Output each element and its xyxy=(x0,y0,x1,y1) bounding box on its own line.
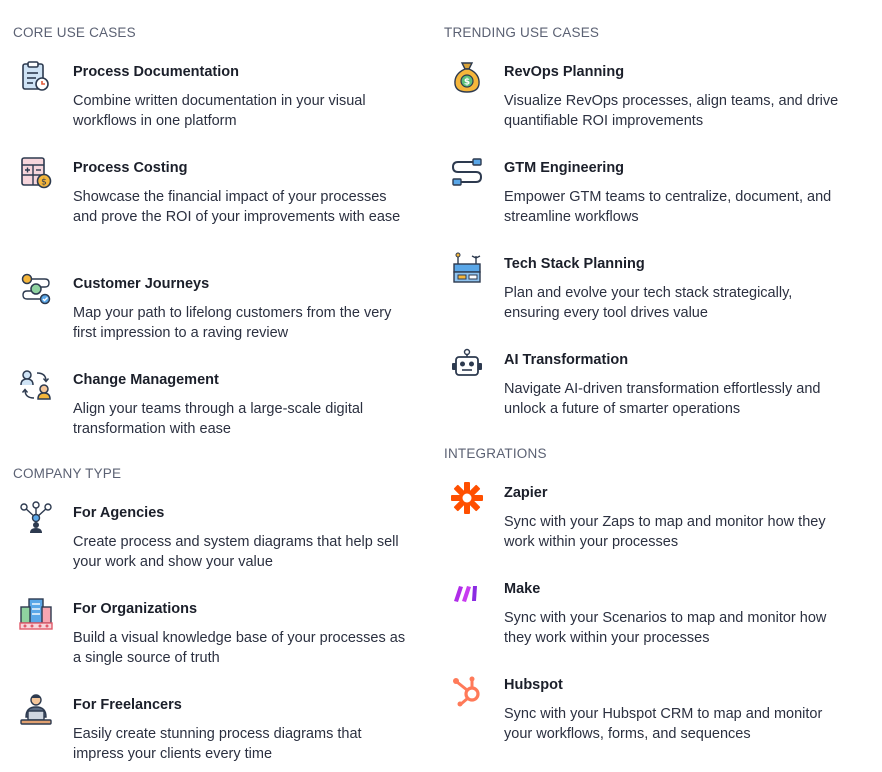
section-label-company-type: COMPANY TYPE xyxy=(13,466,122,481)
menu-item-description: Easily create stunning process diagrams that impress your clients every time xyxy=(73,726,362,762)
menu-item-title: For Freelancers xyxy=(73,697,182,713)
cable-connector-icon xyxy=(450,156,484,190)
journey-map-icon xyxy=(19,272,53,306)
menu-item-description: Showcase the financial impact of your processes and prove the ROI of your improvements with ease xyxy=(73,189,401,225)
svg-text:$: $ xyxy=(41,177,47,188)
menu-item-description: Align your teams through a large-scale digital transformation with ease xyxy=(73,401,364,437)
menu-item-title: Make xyxy=(504,581,541,597)
menu-item-title: For Agencies xyxy=(73,505,165,521)
menu-item-description: Sync with your Scenarios to map and monitor how they work within your processes xyxy=(504,610,827,646)
menu-item-title: Process Documentation xyxy=(73,64,239,80)
menu-item-title: Tech Stack Planning xyxy=(504,256,645,272)
menu-item-title: AI Transformation xyxy=(504,352,629,368)
menu-item-title: Change Management xyxy=(73,372,219,388)
section-label-core-use-cases: CORE USE CASES xyxy=(13,25,136,40)
menu-item-description: Sync with your Zaps to map and monitor how they work within your processes xyxy=(504,514,826,550)
people-swap-icon xyxy=(19,368,53,402)
menu-item-description: Combine written documentation in your visual workflows in one platform xyxy=(73,93,366,129)
section-label-trending-use-cases: TRENDING USE CASES xyxy=(444,25,600,40)
menu-item-description: Plan and evolve your tech stack strategically, ensuring every tool drives value xyxy=(504,285,793,321)
money-bag-icon xyxy=(450,60,484,94)
menu-item-title: Customer Journeys xyxy=(73,276,210,292)
clipboard-checklist-icon xyxy=(19,60,53,94)
office-building-icon xyxy=(19,597,53,631)
menu-item-title: RevOps Planning xyxy=(504,64,625,80)
robot-icon xyxy=(450,348,484,382)
calculator-coin-icon xyxy=(19,156,53,190)
hubspot-logo-icon xyxy=(450,673,484,707)
menu-item-title: Hubspot xyxy=(504,677,563,693)
menu-item-description: Empower GTM teams to centralize, document, and streamline workflows xyxy=(504,189,832,225)
menu-item-title: GTM Engineering xyxy=(504,160,625,176)
menu-item-description: Create process and system diagrams that help sell your work and show your value xyxy=(73,534,399,570)
make-logo-icon xyxy=(450,577,484,611)
menu-item-description: Sync with your Hubspot CRM to map and monitor your workflows, forms, and sequences xyxy=(504,706,823,742)
network-nodes-icon xyxy=(19,501,53,535)
menu-item-title: Process Costing xyxy=(73,160,188,176)
person-laptop-icon xyxy=(19,693,53,727)
menu-item-title: Zapier xyxy=(504,485,548,501)
menu-item-description: Build a visual knowledge base of your processes as a single source of truth xyxy=(73,630,406,666)
svg-text:$: $ xyxy=(463,77,471,88)
menu-item-title: For Organizations xyxy=(73,601,198,617)
menu-item-description: Visualize RevOps processes, align teams, and drive quantifiable ROI improvements xyxy=(504,93,839,129)
menu-item-description: Map your path to lifelong customers from the very first impression to a raving review xyxy=(73,305,392,341)
menu-item-description: Navigate AI-driven transformation effortlessly and unlock a future of smarter operations xyxy=(504,381,821,417)
section-label-integrations: INTEGRATIONS xyxy=(444,446,547,461)
server-stack-icon xyxy=(450,252,484,286)
zapier-logo-icon xyxy=(450,481,484,515)
